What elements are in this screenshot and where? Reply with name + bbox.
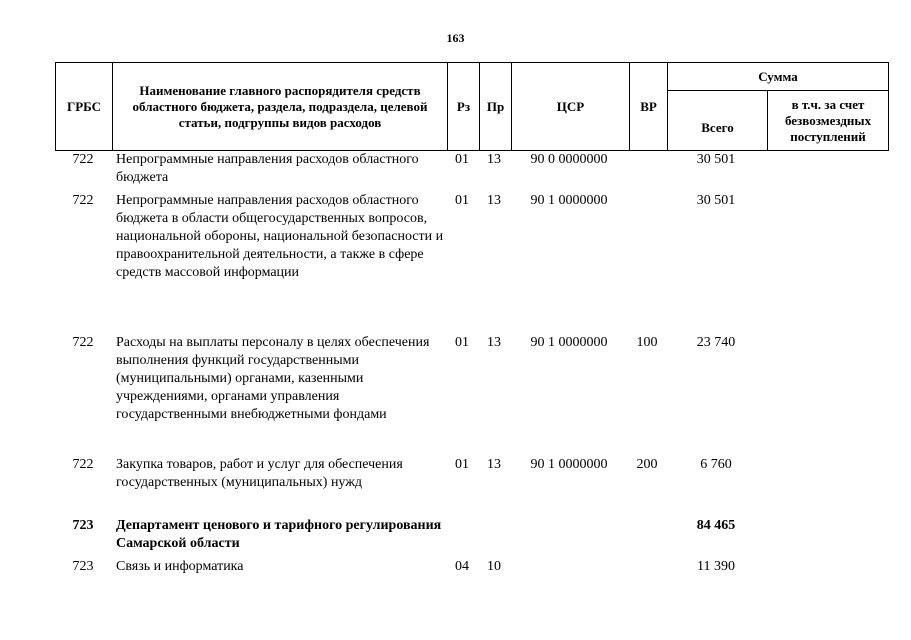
header-free: в т.ч. за счет безвозмездных поступлений (784, 96, 872, 144)
table-header (55, 62, 889, 151)
header-csr: ЦСР (556, 98, 585, 114)
cell-name: Непрограммные направления расходов областного бюджета в области общегосударственных вопросов, национальной обороны, национальной безопасности и правоохранительной деятельности, а также в сфере средств массовой информации (116, 193, 444, 280)
cell-name: Непрограммные направления расходов областного бюджета (116, 152, 419, 185)
cell-rz: 01 (455, 457, 469, 472)
header-pr: Пр (486, 98, 505, 114)
cell-vr: 200 (636, 457, 658, 472)
cell-pr: 13 (487, 193, 501, 208)
cell-name: Департамент ценового и тарифного регулирования Самарской области (116, 518, 442, 551)
cell-csr: 90 1 0000000 (530, 457, 608, 472)
cell-rz: 01 (455, 152, 469, 167)
page-number: 163 (446, 31, 465, 45)
cell-name: Закупка товаров, работ и услуг для обеспечения государственных (муниципальных) нужд (116, 457, 403, 490)
cell-csr: 90 1 0000000 (530, 335, 608, 350)
cell-grbs: 722 (72, 457, 94, 472)
cell-rz: 04 (455, 559, 469, 574)
header-name: Наименование главного распорядителя средств областного бюджета, раздела, подраздела, целевой статьи, подгруппы видов расходов (132, 82, 428, 130)
cell-pr: 13 (487, 457, 501, 472)
cell-total: 30 501 (696, 193, 736, 208)
header-sum: Сумма (758, 68, 798, 84)
cell-pr: 10 (487, 559, 501, 574)
cell-total: 11 390 (697, 559, 735, 574)
cell-pr: 13 (487, 335, 501, 350)
header-grbs: ГРБС (66, 98, 102, 114)
cell-grbs: 722 (72, 193, 94, 208)
cell-rz: 01 (455, 335, 469, 350)
cell-total: 30 501 (696, 152, 736, 167)
cell-total: 6 760 (700, 457, 732, 472)
cell-csr: 90 0 0000000 (530, 152, 608, 167)
cell-csr: 90 1 0000000 (530, 193, 608, 208)
cell-grbs: 722 (72, 335, 94, 350)
cell-grbs: 722 (72, 152, 94, 167)
cell-name: Связь и информатика (116, 559, 244, 574)
cell-grbs: 723 (72, 518, 94, 533)
header-total: Всего (701, 119, 734, 135)
cell-pr: 13 (487, 152, 501, 167)
header-rz: Рз (456, 98, 471, 114)
cell-name: Расходы на выплаты персоналу в целях обеспечения выполнения функций государственными (муниципальными) органами, казенными учреждениями, органами управления государственными внебюджетными фондами (116, 335, 430, 422)
header-vr: ВР (640, 98, 657, 114)
cell-grbs: 723 (72, 559, 94, 574)
cell-total: 84 465 (696, 518, 736, 533)
cell-total: 23 740 (696, 335, 736, 350)
cell-rz: 01 (455, 193, 469, 208)
cell-vr: 100 (636, 335, 658, 350)
